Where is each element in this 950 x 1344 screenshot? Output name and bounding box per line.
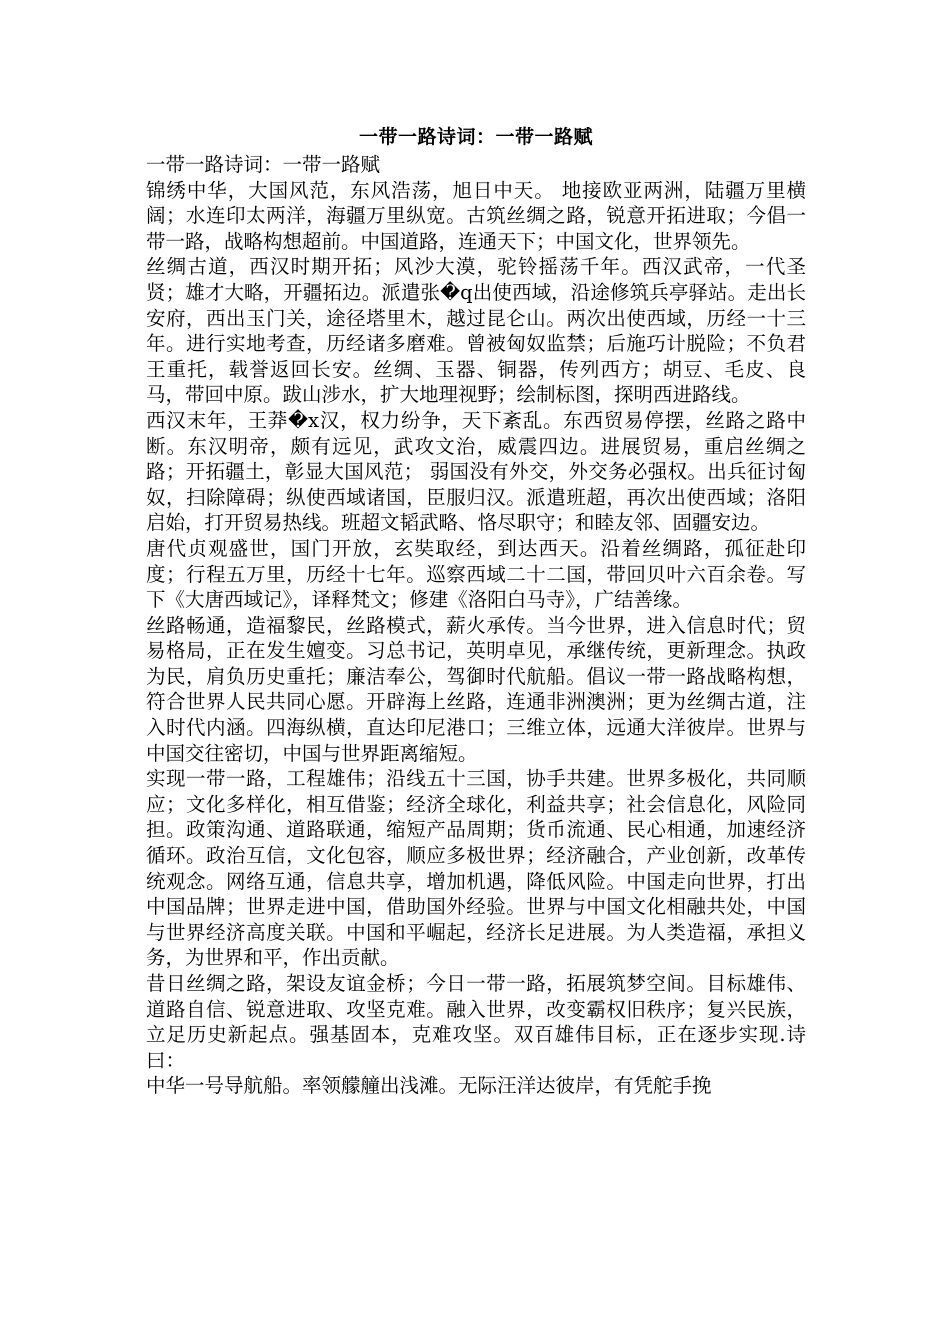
- paragraph: 西汉末年，王莽�x汉，权力纷争，天下紊乱。东西贸易停摆，丝路之路中断。东汉明帝，颇有远见，武攻文治，威震四边。进展贸易，重启丝绸之路；开拓疆土，彰显大国风范； 弱国没有外交，外交务必强权。出兵征讨匈奴，扫除障碍；纵使西域诸国，臣服归汉。派遣班超，再次出使西域；洛阳启始，打开贸易热线。班超文韬武略、恪尽职守；和睦友邻、固疆安边。: [146, 408, 806, 535]
- document-title: 一带一路诗词：一带一路赋: [358, 126, 593, 148]
- paragraph: 丝绸古道，西汉时期开拓；风沙大漠，驼铃摇荡千年。西汉武帝，一代圣贤；雄才大略，开疆拓边。派遣张�q出使西域，沿途修筑兵亭驿站。走出长安府，西出玉门关，途径塔里木，越过昆仑山。两次出使西域，历经一十三年。进行实地考查，历经诸多磨难。曾被匈奴监禁；后施巧计脱险；不负君王重托，载誉返回长安。丝绸、玉器、铜器，传列西方；胡豆、毛皮、良马，带回中原。跋山涉水，扩大地理视野；绘制标图，探明西进路线。: [146, 255, 806, 407]
- paragraph: 昔日丝绸之路，架设友谊金桥；今日一带一路，拓展筑梦空间。目标雄伟、道路自信、锐意进取、攻坚克难。融入世界，改变霸权旧秩序；复兴民族，立足历史新起点。强基固本，克难攻坚。双百雄伟目标，正在逐步实现.诗曰：: [146, 972, 806, 1072]
- document-body: [146, 124, 806, 1099]
- paragraph-subtitle: 一带一路诗词：一带一路赋: [146, 153, 381, 176]
- paragraph: 唐代贞观盛世，国门开放，玄奘取经，到达西天。沿着丝绸路，孤征赴印度；行程五万里，历经十七年。巡察西域二十二国，带回贝叶六百余卷。写下《大唐西域记》，译释梵文；修建《洛阳白马寺》，广结善缘。: [146, 536, 806, 612]
- paragraph-poem-start: 中华一号导航船。率领艨艟出浅滩。无际汪洋达彼岸，有凭舵手挽: [146, 1074, 712, 1098]
- paragraph: 锦绣中华，大国风范，东风浩荡，旭日中天。 地接欧亚两洲，陆疆万里横阔；水连印太两洋，海疆万里纵宽。古筑丝绸之路，锐意开拓进取；今倡一带一路，战略构想超前。中国道路，连通天下；中国文化，世界领先。: [146, 178, 806, 253]
- paragraph: 实现一带一路，工程雄伟；沿线五十三国，协手共建。世界多极化，共同顺应；文化多样化，相互借鉴；经济全球化，利益共享；社会信息化，风险同担。政策沟通、道路联通，缩短产品周期；货币流通、民心相通，加速经济循环。政治互信，文化包容，顺应多极世界；经济融合，产业创新，改革传统观念。网络互通，信息共享，增加机遇，降低风险。中国走向世界，打出中国品牌；世界走进中国，借助国外经验。世界与中国文化相融共处，中国与世界经济高度关联。中国和平崛起，经济长足进展。为人类造福，承担义务，为世界和平，作出贡献。: [146, 767, 806, 970]
- paragraph: 丝路畅通，造福黎民，丝路模式，薪火承传。当今世界，进入信息时代；贸易格局，正在发生嬗变。习总书记，英明卓见，承继传统，更新理念。执政为民，肩负历史重托；廉洁奉公，驾御时代航船。倡议一带一路战略构想，符合世界人民共同心愿。开辟海上丝路，连通非洲澳洲；更为丝绸古道，注入时代内涵。四海纵横，直达印尼港口；三维立体，远通大洋彼岸。世界与中国交往密切，中国与世界距离缩短。: [146, 613, 806, 765]
